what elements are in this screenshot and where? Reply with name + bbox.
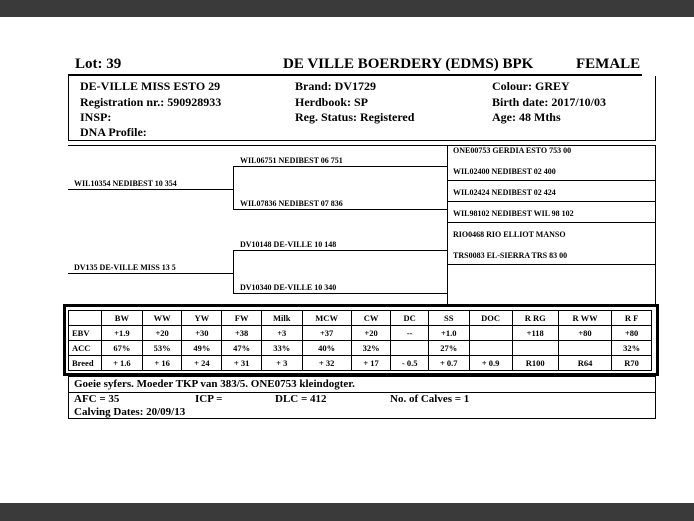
column-header: DOC bbox=[469, 311, 512, 326]
column-header: WW bbox=[142, 311, 182, 326]
performance-row bbox=[69, 341, 652, 356]
table-cell bbox=[469, 341, 512, 356]
header-rule bbox=[68, 74, 642, 76]
info-frame-bottom bbox=[68, 140, 656, 141]
sire-line bbox=[68, 189, 233, 190]
table-cell: + 17 bbox=[351, 356, 391, 371]
table-cell: -- bbox=[391, 326, 428, 341]
ggp-2: WIL02400 NEDIBEST 02 400 bbox=[453, 167, 556, 176]
table-cell: 27% bbox=[428, 341, 469, 356]
column-header: FW bbox=[222, 311, 262, 326]
sire-dam-line bbox=[233, 209, 447, 210]
table-cell: + 32 bbox=[302, 356, 351, 371]
sire-dam: WIL07836 NEDIBEST 07 836 bbox=[240, 199, 343, 208]
table-cell: + 24 bbox=[182, 356, 222, 371]
column-header: DC bbox=[391, 311, 428, 326]
pedigree-ggp-divider bbox=[447, 145, 448, 305]
table-cell bbox=[512, 341, 558, 356]
column-header bbox=[69, 311, 102, 326]
dam-sire-line bbox=[233, 250, 447, 251]
lot-number: Lot: 39 bbox=[75, 56, 122, 72]
insp-label: INSP: bbox=[80, 110, 112, 124]
table-cell: +30 bbox=[182, 326, 222, 341]
table-cell bbox=[558, 341, 611, 356]
top-band bbox=[0, 0, 694, 17]
table-cell: + 0.7 bbox=[428, 356, 469, 371]
column-header: BW bbox=[102, 311, 143, 326]
dam-bracket bbox=[233, 250, 234, 294]
sire: WIL10354 NEDIBEST 10 354 bbox=[74, 179, 177, 188]
table-cell: + 3 bbox=[261, 356, 302, 371]
birth-date: Birth date: 2017/10/03 bbox=[492, 95, 606, 109]
column-header: YW bbox=[182, 311, 222, 326]
table-cell: R100 bbox=[512, 356, 558, 371]
ggp-line-1 bbox=[447, 180, 655, 181]
column-header: Milk bbox=[261, 311, 302, 326]
column-header: MCW bbox=[302, 311, 351, 326]
table-cell: +20 bbox=[351, 326, 391, 341]
dam-sire: DV10148 DE-VILLE 10 148 bbox=[240, 240, 337, 249]
table-cell: +118 bbox=[512, 326, 558, 341]
registration-number: Registration nr.: 590928933 bbox=[80, 95, 222, 109]
table-cell: - 0.5 bbox=[391, 356, 428, 371]
table-cell: + 16 bbox=[142, 356, 182, 371]
table-cell: 53% bbox=[142, 341, 182, 356]
dlc: DLC = 412 bbox=[275, 393, 327, 405]
icp: ICP = bbox=[195, 393, 223, 405]
performance-table bbox=[68, 310, 652, 371]
table-cell: +3 bbox=[261, 326, 302, 341]
column-header: R WW bbox=[558, 311, 611, 326]
pedigree-right-edge bbox=[655, 145, 656, 305]
age: Age: 48 Mths bbox=[492, 110, 561, 124]
performance-row bbox=[69, 356, 652, 371]
table-cell: +1.9 bbox=[102, 326, 143, 341]
table-cell: +1.0 bbox=[428, 326, 469, 341]
ggp-line-4 bbox=[447, 264, 655, 265]
sire-bracket bbox=[233, 166, 234, 210]
table-cell: 49% bbox=[182, 341, 222, 356]
table-cell: 32% bbox=[612, 341, 652, 356]
calves-count: No. of Calves = 1 bbox=[390, 393, 470, 405]
dam-line bbox=[68, 273, 233, 274]
sire-sire-line bbox=[233, 166, 447, 167]
herdbook: Herdbook: SP bbox=[295, 95, 369, 109]
column-header: SS bbox=[428, 311, 469, 326]
table-cell bbox=[469, 326, 512, 341]
performance-row bbox=[69, 326, 652, 341]
ggp-1: ONE00753 GERDIA ESTO 753 00 bbox=[453, 146, 572, 155]
afc: AFC = 35 bbox=[74, 393, 120, 405]
table-cell: 47% bbox=[222, 341, 262, 356]
column-header: R F bbox=[612, 311, 652, 326]
sex: FEMALE bbox=[576, 56, 641, 72]
ggp-4: WIL98102 NEDIBEST WIL 98 102 bbox=[453, 209, 574, 218]
table-cell: 67% bbox=[102, 341, 143, 356]
bottom-band bbox=[0, 503, 694, 521]
table-cell: +37 bbox=[302, 326, 351, 341]
table-cell: R70 bbox=[612, 356, 652, 371]
performance-header-row bbox=[69, 311, 652, 326]
calving-dates: Calving Dates: 20/09/13 bbox=[74, 406, 186, 418]
info-frame-left bbox=[68, 76, 69, 140]
column-header: R RG bbox=[512, 311, 558, 326]
ggp-line-2 bbox=[447, 201, 655, 202]
table-cell: +38 bbox=[222, 326, 262, 341]
row-label: EBV bbox=[69, 326, 102, 341]
row-label: Breed bbox=[69, 356, 102, 371]
column-header: CW bbox=[351, 311, 391, 326]
animal-name: DE-VILLE MISS ESTO 29 bbox=[80, 79, 221, 93]
ggp-3: WIL02424 NEDIBEST 02 424 bbox=[453, 188, 556, 197]
table-cell bbox=[391, 341, 428, 356]
table-cell: +20 bbox=[142, 326, 182, 341]
sire-sire: WIL06751 NEDIBEST 06 751 bbox=[240, 156, 343, 165]
colour: Colour: GREY bbox=[492, 79, 570, 93]
row-label: ACC bbox=[69, 341, 102, 356]
notes-divider bbox=[68, 392, 656, 393]
table-cell: 40% bbox=[302, 341, 351, 356]
table-cell: + 31 bbox=[222, 356, 262, 371]
dna-profile-label: DNA Profile: bbox=[80, 125, 147, 139]
dam-dam: DV10340 DE-VILLE 10 340 bbox=[240, 283, 337, 292]
table-cell: 33% bbox=[261, 341, 302, 356]
brand: Brand: DV1729 bbox=[295, 79, 377, 93]
table-cell: R64 bbox=[558, 356, 611, 371]
table-cell: + 0.9 bbox=[469, 356, 512, 371]
table-cell: + 1.6 bbox=[102, 356, 143, 371]
dam: DV135 DE-VILLE MISS 13 5 bbox=[74, 263, 176, 272]
info-frame-right bbox=[655, 76, 656, 140]
table-cell: +80 bbox=[558, 326, 611, 341]
registration-status: Reg. Status: Registered bbox=[295, 110, 415, 124]
table-cell: +80 bbox=[612, 326, 652, 341]
ggp-5: RIO0468 RIO ELLIOT MANSO bbox=[453, 230, 566, 239]
ggp-6: TRS0083 EL-SIERRA TRS 83 00 bbox=[453, 251, 568, 260]
dam-dam-line bbox=[233, 293, 447, 294]
comment: Goeie syfers. Moeder TKP van 383/5. ONE0753 kleindogter. bbox=[74, 378, 355, 390]
table-cell: 32% bbox=[351, 341, 391, 356]
ggp-line-3 bbox=[447, 222, 655, 223]
company-name: DE VILLE BOERDERY (EDMS) BPK bbox=[283, 56, 534, 72]
